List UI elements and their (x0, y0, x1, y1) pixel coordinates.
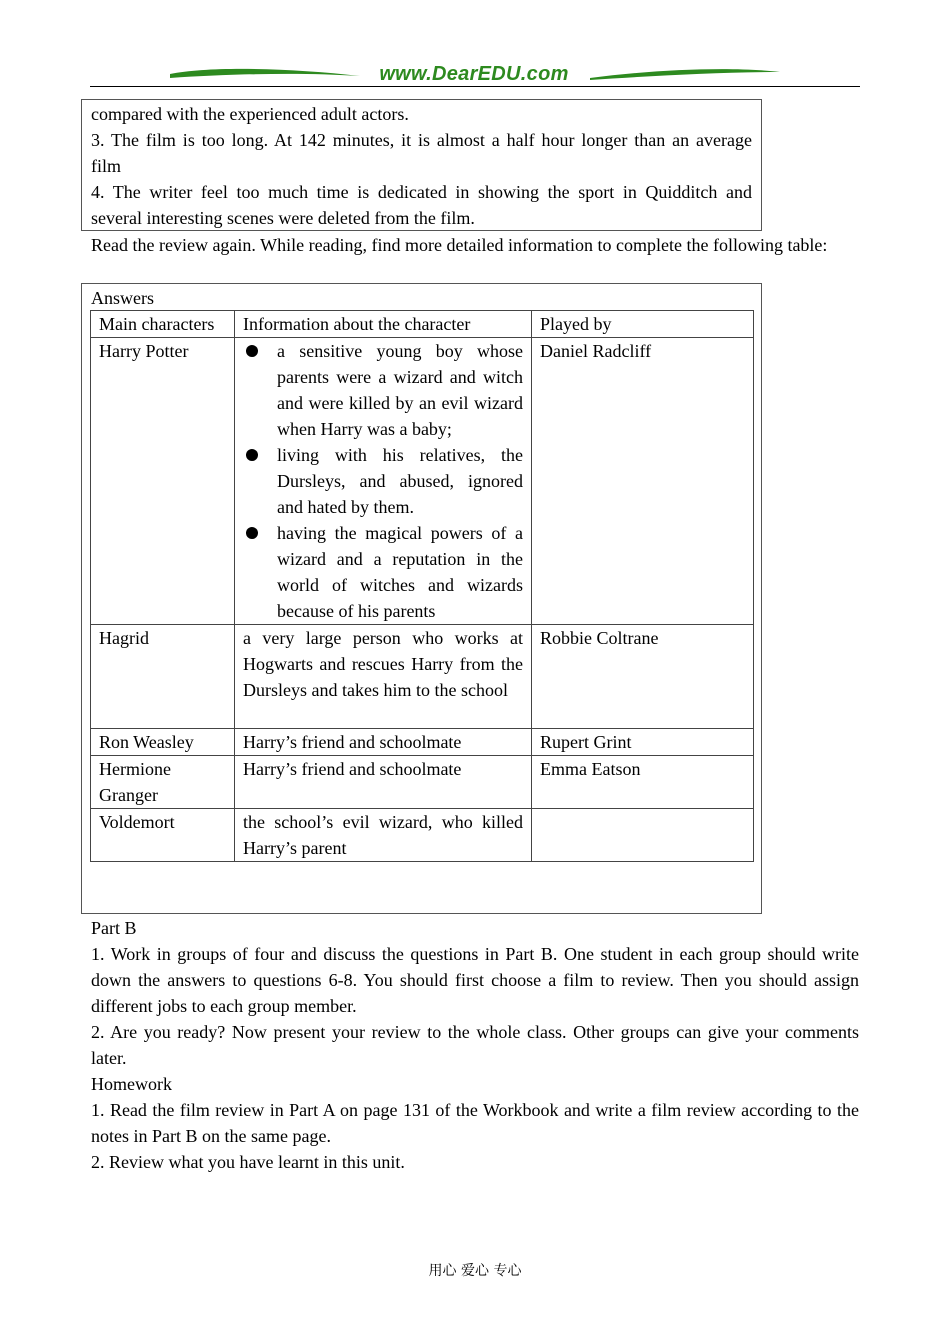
page-footer: 用心 爱心 专心 (428, 1263, 522, 1279)
played-by-cell: Emma Eatson (532, 756, 754, 809)
info-cell (235, 338, 532, 625)
info-text: living with his relatives, the Dursleys, and abused, ignored and hated by them. (277, 445, 523, 517)
info-cell: Harry’s friend and schoolmate (235, 729, 532, 756)
table-row (91, 625, 754, 729)
info-text: having the magical powers of a wizard and a reputation in the world of witches and wizards because of his parents (277, 523, 523, 621)
played-by-cell: Robbie Coltrane (532, 625, 754, 729)
left-swoosh-decoration (170, 66, 360, 84)
instruction-text: Read the review again. While reading, find more detailed information to complete the following table: (91, 235, 828, 255)
answers-table (90, 310, 754, 862)
review-point-line: compared with the experienced adult actors. (91, 104, 409, 124)
character-cell: Ron Weasley (91, 729, 235, 756)
info-text: a sensitive young boy whose parents were a wizard and witch and were killed by an evil wizard when Harry was a baby; (277, 341, 523, 439)
part-b-heading: Part B (91, 918, 137, 938)
table-row (91, 809, 754, 862)
right-swoosh-decoration (590, 66, 780, 84)
character-cell: Hagrid (91, 625, 235, 729)
table-row (91, 729, 754, 756)
list-item (243, 442, 523, 520)
played-by-cell: Rupert Grint (532, 729, 754, 756)
list-item (243, 338, 523, 442)
info-cell: a very large person who works at Hogwarts and rescues Harry from the Dursleys and takes him to the school (235, 625, 532, 729)
bullet-icon (246, 527, 258, 539)
played-by-cell (532, 809, 754, 862)
table-row (91, 338, 754, 625)
bullet-icon (246, 345, 258, 357)
homework-heading: Homework (91, 1074, 172, 1094)
table-row (91, 756, 754, 809)
column-header: Main characters (91, 311, 235, 338)
answers-title: Answers (91, 288, 154, 308)
column-header: Information about the character (235, 311, 532, 338)
homework-item: 2. Review what you have learnt in this unit. (91, 1152, 405, 1172)
info-cell: Harry’s friend and schoolmate (235, 756, 532, 809)
header-rule (90, 86, 860, 87)
review-point-line: 3. The film is too long. At 142 minutes, it is almost a half hour longer than an average (91, 130, 752, 150)
played-by-cell: Daniel Radcliff (532, 338, 754, 625)
review-point-line: several interesting scenes were deleted from the film. (91, 208, 475, 228)
character-cell: Harry Potter (91, 338, 235, 625)
page-header (90, 62, 860, 92)
column-header: Played by (532, 311, 754, 338)
homework-item: 1. Read the film review in Part A on page 131 of the Workbook and write a film review according to the notes in Part B on the same page. (91, 1100, 859, 1146)
bullet-icon (246, 449, 258, 461)
character-cell: Hermione Granger (91, 756, 235, 809)
review-point-line: film (91, 156, 121, 176)
site-logo: www.DearEDU.com (379, 63, 569, 85)
review-point-line: 4. The writer feel too much time is dedicated in showing the sport in Quidditch and (91, 182, 752, 202)
table-header-row (91, 311, 754, 338)
info-bullet-list (243, 338, 523, 624)
character-cell: Voldemort (91, 809, 235, 862)
part-b-item: 2. Are you ready? Now present your review to the whole class. Other groups can give your comments later. (91, 1022, 859, 1068)
info-cell: the school’s evil wizard, who killed Harry’s parent (235, 809, 532, 862)
list-item (243, 520, 523, 624)
part-b-item: 1. Work in groups of four and discuss the questions in Part B. One student in each group should write down the answers to questions 6-8. You should first choose a film to review. Then you should assign different jobs to each group member. (91, 944, 859, 1016)
